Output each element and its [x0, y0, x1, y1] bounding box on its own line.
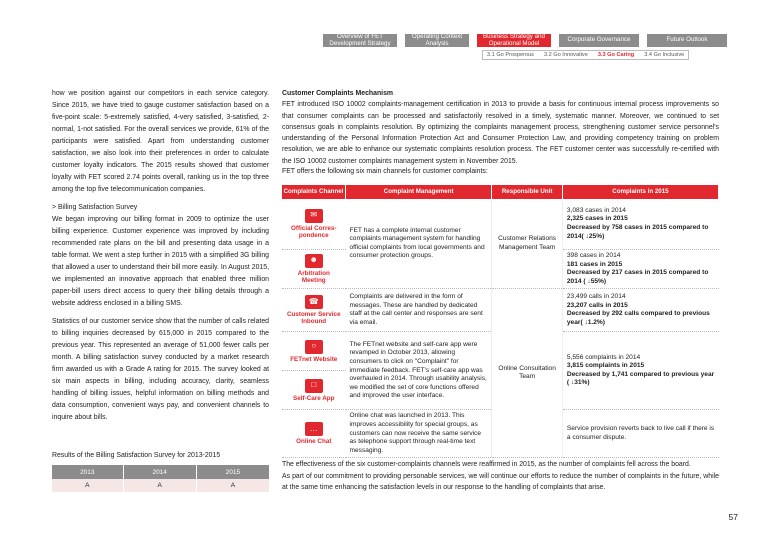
complaints-result: 5,556 complaints in 2014 3,815 complaints in 2015 Decreased by 1,741 compared to previous year ( ↓31%)	[562, 332, 718, 410]
subtab-prosperous[interactable]: 3.1 Go Prosperous	[487, 52, 534, 58]
channel-label: FETnet Website	[290, 355, 338, 363]
col-header: Complaints in 2015	[562, 185, 718, 199]
globe-icon: ○	[305, 340, 323, 354]
footer-text	[282, 459, 719, 494]
document-icon: ✉	[305, 209, 323, 223]
channel-label: Customer Service Inbound	[286, 310, 341, 326]
channel-label: Online Chat	[296, 438, 332, 446]
channel-label: Official Corres-pondence	[291, 224, 337, 239]
table-row	[282, 289, 719, 332]
page-number: 57	[728, 512, 738, 522]
channel-label: Arbitration Meeting	[297, 269, 330, 285]
survey-title: Results of the Billing Satisfaction Survey for 2013-2015	[52, 452, 221, 459]
survey-grade: A	[52, 479, 123, 492]
meeting-icon: ☻	[305, 254, 323, 268]
col-header: Complaints Channel	[282, 185, 346, 199]
left-paragraph-2: We began improving our billing format in 2009 to optimize the user billing experience. Customer experience was improved by including recommended rate plans on the bill and presenting data usage in a table format. We went a step further in 2015 with a simplified 3G billing that allowed a user to understand their bill more easily. In August 2015, we implemented an innovative approach that enabled three million paper-bill users direct access to query their billing details through a website address enclosed in a billing SMS.	[52, 216, 269, 307]
responsible-unit: Customer Relations Management Team	[492, 199, 563, 289]
left-paragraph-3: Statistics of our customer service show that the number of calls related to billing inquiries decreased by 615,000 in 2015 compared to the previous year. This represented an average of 51,000 fewer calls per month. A billing satisfaction survey conducted by a market research firm awarded us with a Grade A rating for 2015. The survey looked at six main aspects in billing, including accuracy, clarity, seamless handling of billing issues, helpful information on billing methods and data consumption, convenient ways pay, and convenient channels to inquire about bills.	[52, 318, 269, 421]
complaints-result: Service provision reverts back to live call if there is a consumer dispute.	[562, 410, 718, 458]
phone-icon: □	[305, 379, 323, 393]
complaint-management: FET has a complete internal customer complaints management system for handling official complaints from local governments and consumer protection groups.	[346, 199, 492, 289]
footer-paragraph-1: The effectiveness of the six customer-complaints channels were reaffirmed in 2015, as the number of complaints fell across the board.	[282, 461, 691, 468]
footer-paragraph-2: As part of our commitment to providing personable services, we will continue our efforts to reduce the number of complaints in the future, while at the same time enhancing the satisfaction levels in our response to the handling of complaints that arise.	[282, 472, 719, 491]
complaint-management: Online chat was launched in 2013. This improves accessibility for special groups, as customers can now receive the same service as telephone support through real-time text messaging.	[346, 410, 492, 458]
channels-table	[282, 185, 719, 458]
responsible-unit: Online Consultation Team	[492, 289, 563, 458]
channel-label: Self-Care App	[293, 394, 335, 402]
survey-table	[52, 465, 270, 492]
channels-lead: FET offers the following six main channels for customer complaints:	[282, 168, 488, 175]
survey-grade: A	[123, 479, 196, 492]
nav-tab-context[interactable]: Operating Context Analysis	[405, 34, 469, 47]
right-column	[282, 88, 719, 167]
survey-year: 2015	[196, 465, 269, 479]
left-paragraph-1: how we position against our competitors in each service category. Since 2015, we have tried to gauge customer satisfaction based on a five-point scale: 5-extremely satisfied, 4-very satisfied, 3-satisfied, 2-normal, 1-not satisfied. For the overall services we provide, 61% of the participants were satisfied. Apart from understanding customer satisfaction, we also look into their preferences in order to calculate customer loyalty indicators. The 2015 results showed that customer loyalty with FET scored 2.74 points overall, ranking us in the top three among the top five telecommunication companies.	[52, 90, 269, 193]
nav-tab-business[interactable]: Business Strategy and Operational Model	[477, 34, 551, 47]
subtab-caring[interactable]: 3.3 Go Caring	[597, 52, 635, 58]
nav-tab-future[interactable]: Future Outlook	[647, 34, 727, 47]
complaint-management: Complaints are delivered in the form of messages. These are handled by dedicated staff at the call center and responses are sent via email.	[346, 289, 492, 332]
complaints-result: 3,083 cases in 2014 2,325 cases in 2015 Decreased by 758 cases in 2015 compared to 2014( ↓25%)	[562, 199, 718, 250]
subtab-innovative[interactable]: 3.2 Go Innovative	[543, 52, 588, 58]
section-title: Customer Complaints Mechanism	[282, 90, 394, 97]
left-column	[52, 88, 269, 430]
nav-tab-overview[interactable]: Overview of FET Development Strategy	[323, 34, 397, 47]
top-nav	[323, 34, 727, 47]
complaints-result: 398 cases in 2014 181 cases in 2015 Decreased by 217 cases in 2015 compared to 2014 ( ↓55%)	[562, 250, 718, 289]
survey-year: 2014	[123, 465, 196, 479]
headset-icon: ☎	[305, 295, 323, 309]
col-header: Responsible Unit	[492, 185, 563, 199]
subtab-inclusive[interactable]: 3.4 Go Inclusive	[644, 52, 685, 58]
sub-nav	[482, 50, 689, 60]
table-row	[282, 199, 719, 250]
chat-icon: …	[305, 422, 323, 436]
section-body: FET introduced ISO 10002 complaints-management certification in 2013 to provide a basis for continuous internal process improvements so that consumer complaints can be processed and satisfactorily resolved in a timely, systematic manner. Moreover, we continued to set consensus goals in complaints resolution. By optimizing the complaints management process, strengthening customer service personnel's understanding of the Personal Information Protection Act and Consumer Protection Law, and providing competency training on problem resolution, we are able to enhance our systematic complaints resolution process. The FET customer center was successfully re-certified with the ISO 10002 customer complaints management system in November 2015.	[282, 101, 719, 165]
survey-grade: A	[196, 479, 269, 492]
billing-survey-heading: > Billing Satisfaction Survey	[52, 204, 138, 211]
complaint-management: The FETnet website and self-care app were revamped in October 2013, allowing consumers to click on "Complaint" for immediate feedback. FET's self-care app was overhauled in 2014. Through usability analysis, we modified the set of core functions offered and improved the user interface.	[346, 332, 492, 410]
nav-tab-governance[interactable]: Corporate Governance	[559, 34, 639, 47]
survey-year: 2013	[52, 465, 123, 479]
complaints-result: 23,499 calls in 2014 23,207 calls in 2015 Decreased by 292 calls compared to previous year( ↓1.2%)	[562, 289, 718, 332]
col-header: Complaint Management	[346, 185, 492, 199]
